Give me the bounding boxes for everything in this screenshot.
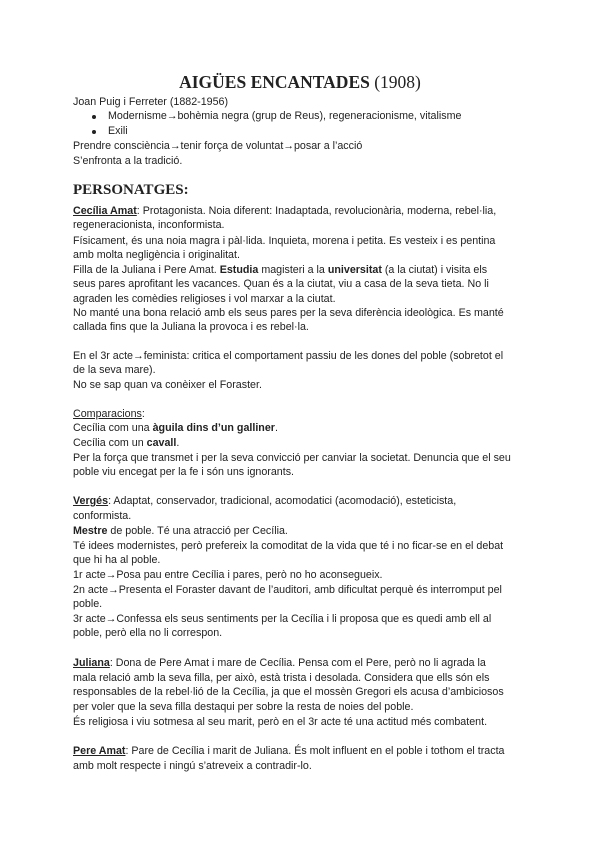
verges-line-3: Mestre de poble. Té una atracció per Cecília.: [73, 525, 288, 537]
verges-line-2: conformista.: [73, 510, 132, 522]
cecilia-line-3: Físicament, és una noia magra i pàl·lida. Inquieta, morena i petita. Es vesteix i es pentina: [73, 235, 496, 247]
juliana-line-1: Juliana: Dona de Pere Amat i mare de Cecília. Pensa com el Pere, però no li agrada la: [73, 657, 486, 669]
cecilia-line-8: No manté una bona relació amb els seus pares per la seva diferència ideològica. Es manté: [73, 307, 504, 319]
pere-line-1: Pere Amat: Pare de Cecília i marit de Juliana. És molt influent en el poble i tothom el tracta: [73, 745, 505, 757]
cecilia-line-4: amb molta negligència i originalitat.: [73, 249, 240, 261]
cecilia-line-14: poble viu encegat per la fe i són uns ignorants.: [73, 466, 295, 478]
juliana-line-2: mala relació amb la seva filla, per això, està trista i desolada. Considera que ells són els: [73, 672, 490, 684]
juliana-line-5: És religiosa i viu sotmesa al seu marit, però en el 3r acte té una actitud més combatent.: [73, 716, 488, 728]
comparacions-heading: Comparacions:: [73, 408, 145, 420]
juliana-name: Juliana: [73, 657, 110, 669]
cecilia-line-7: agraden les comèdies religioses i vol marxar a la ciutat.: [73, 293, 336, 305]
comparison-1: Cecília com una àguila dins d’un galliner.: [73, 422, 278, 434]
bullet-dot-icon: [92, 130, 96, 134]
verges-line-8: poble.: [73, 598, 103, 610]
verges-line-7: 2n acte→Presenta el Foraster davant de l’auditori, amb dificultat perquè és interromput pel: [73, 584, 502, 596]
verges-line-6: 1r acte→Posa pau entre Cecília i pares, però no ho aconsegueix.: [73, 569, 383, 581]
pere-name: Pere Amat: [73, 745, 126, 757]
cecilia-line-9: callada fins que la Juliana la provoca i es rebel·la.: [73, 321, 309, 333]
cecilia-line-11: de la seva mare).: [73, 364, 156, 376]
cecilia-line-12: No se sap quan va conèixer el Foraster.: [73, 379, 262, 391]
comparison-2: Cecília com un cavall.: [73, 437, 180, 449]
cecilia-line-5: Filla de la Juliana i Pere Amat. Estudia magisteri a la universitat (a la ciutat) i visita els: [73, 264, 488, 276]
verges-line-5: que hi ha al poble.: [73, 554, 161, 566]
title-main: AIGÜES ENCANTADES: [179, 72, 370, 92]
verges-line-10: poble, però ella no li correspon.: [73, 627, 223, 639]
cecilia-line-13: Per la força que transmet i per la seva convicció per canviar la societat. Denuncia que el seu: [73, 452, 511, 464]
juliana-line-4: per voler que la seva filla destaqui per sobre la resta de noies del poble.: [73, 701, 414, 713]
bullet-dot-icon: [92, 115, 96, 119]
cecilia-name: Cecília Amat: [73, 205, 137, 217]
personatges-heading: PERSONATGES:: [73, 182, 189, 198]
verges-line-1: Vergés: Adaptat, conservador, tradicional, acomodatici (acomodació), esteticista,: [73, 495, 457, 507]
bullet-item-2: Exili: [108, 125, 128, 137]
cecilia-line-6: seus pares aprofitant les vacances. Quan és a la ciutat, viu a casa de la seva tieta. No li: [73, 278, 489, 290]
cecilia-line-1: Cecília Amat: Protagonista. Noia diferent: Inadaptada, revolucionària, moderna, rebel·lia,: [73, 205, 497, 217]
author-line: Joan Puig i Ferreter (1882-1956): [73, 96, 229, 108]
verges-line-4: Té idees modernistes, però prefereix la comoditat de la vida que té i no ficar-se en el debat: [73, 540, 504, 552]
bullet-item-1: Modernisme→bohèmia negra (grup de Reus), regeneracionisme, vitalisme: [108, 110, 462, 122]
intro-line-1: Prendre consciència→tenir força de voluntat→posar a l’acció: [73, 140, 363, 152]
title-year: (1908): [374, 72, 421, 92]
intro-line-2: S’enfronta a la tradició.: [73, 155, 183, 167]
juliana-line-3: responsables de la rebel·lió de la Cecília, ja que el mossèn Gregori els acusa d’ambiciosos: [73, 686, 504, 698]
verges-line-9: 3r acte→Confessa els seus sentiments per la Cecília i li proposa que es quedi amb ell al: [73, 613, 492, 625]
cecilia-line-10: En el 3r acte→feminista: critica el comportament passiu de les dones del poble (sobretot el: [73, 350, 504, 362]
document-title: [0, 72, 600, 93]
cecilia-line-2: regeneracionista, inconformista.: [73, 219, 225, 231]
pere-line-2: amb molt respecte i ningú s’atreveix a contradir-lo.: [73, 760, 312, 772]
verges-name: Vergés: [73, 495, 109, 507]
